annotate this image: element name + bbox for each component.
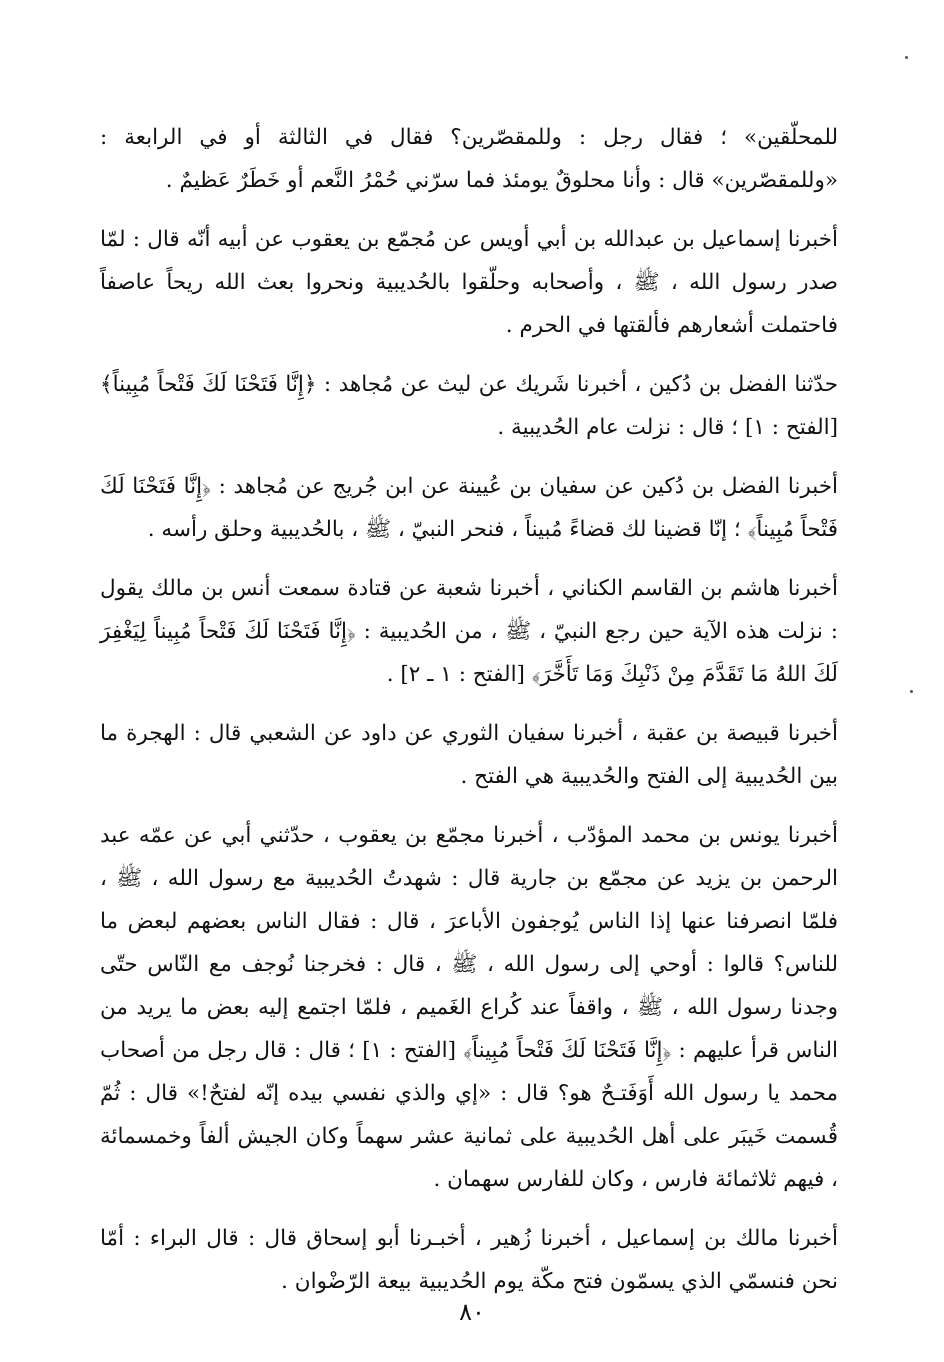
scan-speck — [910, 690, 913, 693]
paragraph: أخبرنا هاشم بن القاسم الكناني ، أخبرنا شعبة عن قتادة سمعت أنس بن مالك يقول : نزلت هذه الآية حين رجع النبيّ ، ﷺ ، من الحُديبية : ﴿إِنَّا فَتَحْنَا لَكَ فَتْحاً مُبِيناً لِيَغْفِرَ لَكَ اللهُ مَا تَقَدَّمَ مِنْ ذَنْبِكَ وَمَا تَأَخَّرَ﴾ [الفتح : ١ ـ ٢] . — [100, 576, 838, 687]
page-number: ٨٠ — [459, 1298, 485, 1326]
paragraph: أخبرنا الفضل بن دُكين عن سفيان بن عُيينة عن ابن جُريج عن مُجاهد : ﴿إِنَّا فَتَحْنَا لَكَ فَتْحاً مُبِيناً﴾ ؛ إنّا قضينا لك قضاءً مُبيناً ، فنحر النبيّ ، ﷺ ، بالحُديبية وحلق رأسه . — [100, 474, 838, 542]
paragraph: أخبرنا قبيصة بن عقبة ، أخبرنا سفيان الثوري عن داود عن الشعبي قال : الهجرة ما بين الحُديبية إلى الفتح والحُديبية هي الفتح . — [100, 721, 838, 789]
scan-speck — [905, 56, 908, 59]
page-body — [100, 116, 838, 1303]
paragraph: للمحلّقين» ؛ فقال رجل : وللمقصّرين؟ فقال في الثالثة أو في الرابعة : «وللمقصّرين» قال : وأنا محلوقٌ يومئذ فما سرّني حُمْرُ النَّعم أو خَطَرٌ عَظيمٌ . — [100, 125, 838, 193]
paragraph: أخبرنا يونس بن محمد المؤدّب ، أخبرنا مجمّع بن يعقوب ، حدّثني أبي عن عمّه عبد الرحمن بن يزيد عن مجمّع بن جارية قال : شهدتُ الحُديبية مع رسول الله ، ﷺ ، فلمّا انصرفنا عنها إذا الناس يُوجفون الأباعرَ ، قال : فقال الناس بعضهم لبعض ما للناس؟ قالوا : أوحي إلى رسول الله ، ﷺ ، قال : فخرجنا نُوجف مع النّاس حتّى وجدنا رسول الله ، ﷺ ، واقفاً عند كُراع الغَميم ، فلمّا اجتمع إليه بعض ما يريد من الناس قرأ عليهم : ﴿إِنَّا فَتَحْنَا لَكَ فَتْحاً مُبِيناً﴾ [الفتح : ١] ؛ قال : قال رجل من أصحاب محمد يا رسول الله أَوَفَتـحٌ هو؟ قال : «إي والذي نفسي بيده إنّه لفتحٌ!» قال : ثُمّ قُسمت خَيبَر على أهل الحُديبية على ثمانية عشر سهماً وكان الجيش ألفاً وخمسمائة ، فيهم ثلاثمائة فارس ، وكان للفارس سهمان . — [100, 823, 838, 1192]
paragraph: أخبرنا مالك بن إسماعيل ، أخبرنا زُهير ، أخبـرنا أبو إسحاق قال : قال البراء : أمّا نحن فنسمّي الذي يسمّون فتح مكّة يوم الحُديبية بيعة الرّضْوان . — [100, 1226, 838, 1294]
paragraph: أخبرنا إسماعيل بن عبدالله بن أبي أويس عن مُجمّع بن يعقوب عن أبيه أنّه قال : لمّا صدر رسول الله ، ﷺ ، وأصحابه وحلّقوا بالحُديبية ونحروا بعث الله ريحاً عاصفاً فاحتملت أشعارهم فألقتها في الحرم . — [100, 227, 838, 338]
paragraph: حدّثنا الفضل بن دُكين ، أخبرنا شَريك عن ليث عن مُجاهد : ﴿إِنَّا فَتَحْنَا لَكَ فَتْحاً مُبِيناً﴾ [الفتح : ١] ؛ قال : نزلت عام الحُديبية . — [100, 372, 838, 440]
